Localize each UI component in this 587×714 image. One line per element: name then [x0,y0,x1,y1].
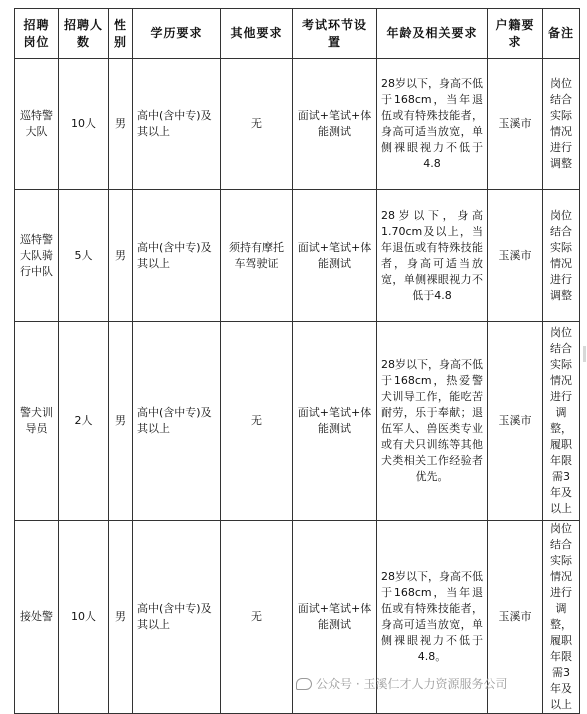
education-cell: 高中(含中专)及其以上 [133,521,221,714]
scrollbar-marker[interactable] [583,346,586,362]
header-exam: 考试环节设置 [293,9,377,59]
position-cell: 巡特警大队 [15,59,59,190]
header-age-req: 年龄及相关要求 [377,9,488,59]
header-household: 户籍要求 [488,9,543,59]
exam-cell: 面试+笔试+体能测试 [293,190,377,322]
household-cell: 玉溪市 [488,521,543,714]
wechat-bubble-icon [296,678,312,690]
count-cell: 2人 [59,322,109,521]
count-cell: 5人 [59,190,109,322]
exam-cell: 面试+笔试+体能测试 [293,59,377,190]
age-req-cell: 28岁以下，身高不低于168cm，热爱警犬训导工作，能吃苦耐劳，乐于奉献；退伍军人、兽医类专业或有犬只训练等其他犬类相关工作经验者优先。 [377,322,488,521]
watermark-text: 公众号 · 玉溪仁才人力资源服务公司 [316,677,508,691]
household-cell: 玉溪市 [488,59,543,190]
remark-cell: 岗位结合实际情况进行调整 [543,59,580,190]
header-count: 招聘人数 [59,9,109,59]
education-cell: 高中(含中专)及其以上 [133,322,221,521]
remark-cell: 岗位结合实际情况进行调整 [543,190,580,322]
count-cell: 10人 [59,521,109,714]
age-req-cell: 28岁以下，身高1.70cm及以上，当年退伍或有特殊技能者，身高可适当放宽，单侧裸眼视力不低于4.8 [377,190,488,322]
education-cell: 高中(含中专)及其以上 [133,190,221,322]
position-cell: 接处警 [15,521,59,714]
header-row [15,9,580,59]
gender-cell: 男 [109,59,133,190]
household-cell: 玉溪市 [488,322,543,521]
exam-cell: 面试+笔试+体能测试 [293,322,377,521]
table-row [15,322,580,521]
recruitment-table [14,8,580,714]
watermark [296,675,507,692]
other-cell: 无 [221,521,293,714]
education-cell: 高中(含中专)及其以上 [133,59,221,190]
gender-cell: 男 [109,322,133,521]
other-cell: 无 [221,322,293,521]
header-gender: 性别 [109,9,133,59]
table-row [15,59,580,190]
position-cell: 巡特警大队骑行中队 [15,190,59,322]
gender-cell: 男 [109,521,133,714]
position-cell: 警犬训导员 [15,322,59,521]
age-req-cell: 28岁以下，身高不低于168cm，当年退伍或有特殊技能者，身高可适当放宽，单侧裸眼视力不低于4.8。 [377,521,488,714]
household-cell: 玉溪市 [488,190,543,322]
count-cell: 10人 [59,59,109,190]
gender-cell: 男 [109,190,133,322]
header-other: 其他要求 [221,9,293,59]
header-remark: 备注 [543,9,580,59]
other-cell: 无 [221,59,293,190]
table-row [15,190,580,322]
exam-cell: 面试+笔试+体能测试 [293,521,377,714]
remark-cell: 岗位结合实际情况进行调整，履职年限需3年及以上 [543,322,580,521]
remark-cell: 岗位结合实际情况进行调整，履职年限需3年及以上 [543,521,580,714]
age-req-cell: 28岁以下，身高不低于168cm，当年退伍或有特殊技能者，身高可适当放宽，单侧裸眼视力不低于4.8 [377,59,488,190]
header-position: 招聘岗位 [15,9,59,59]
header-education: 学历要求 [133,9,221,59]
other-cell: 须持有摩托车驾驶证 [221,190,293,322]
